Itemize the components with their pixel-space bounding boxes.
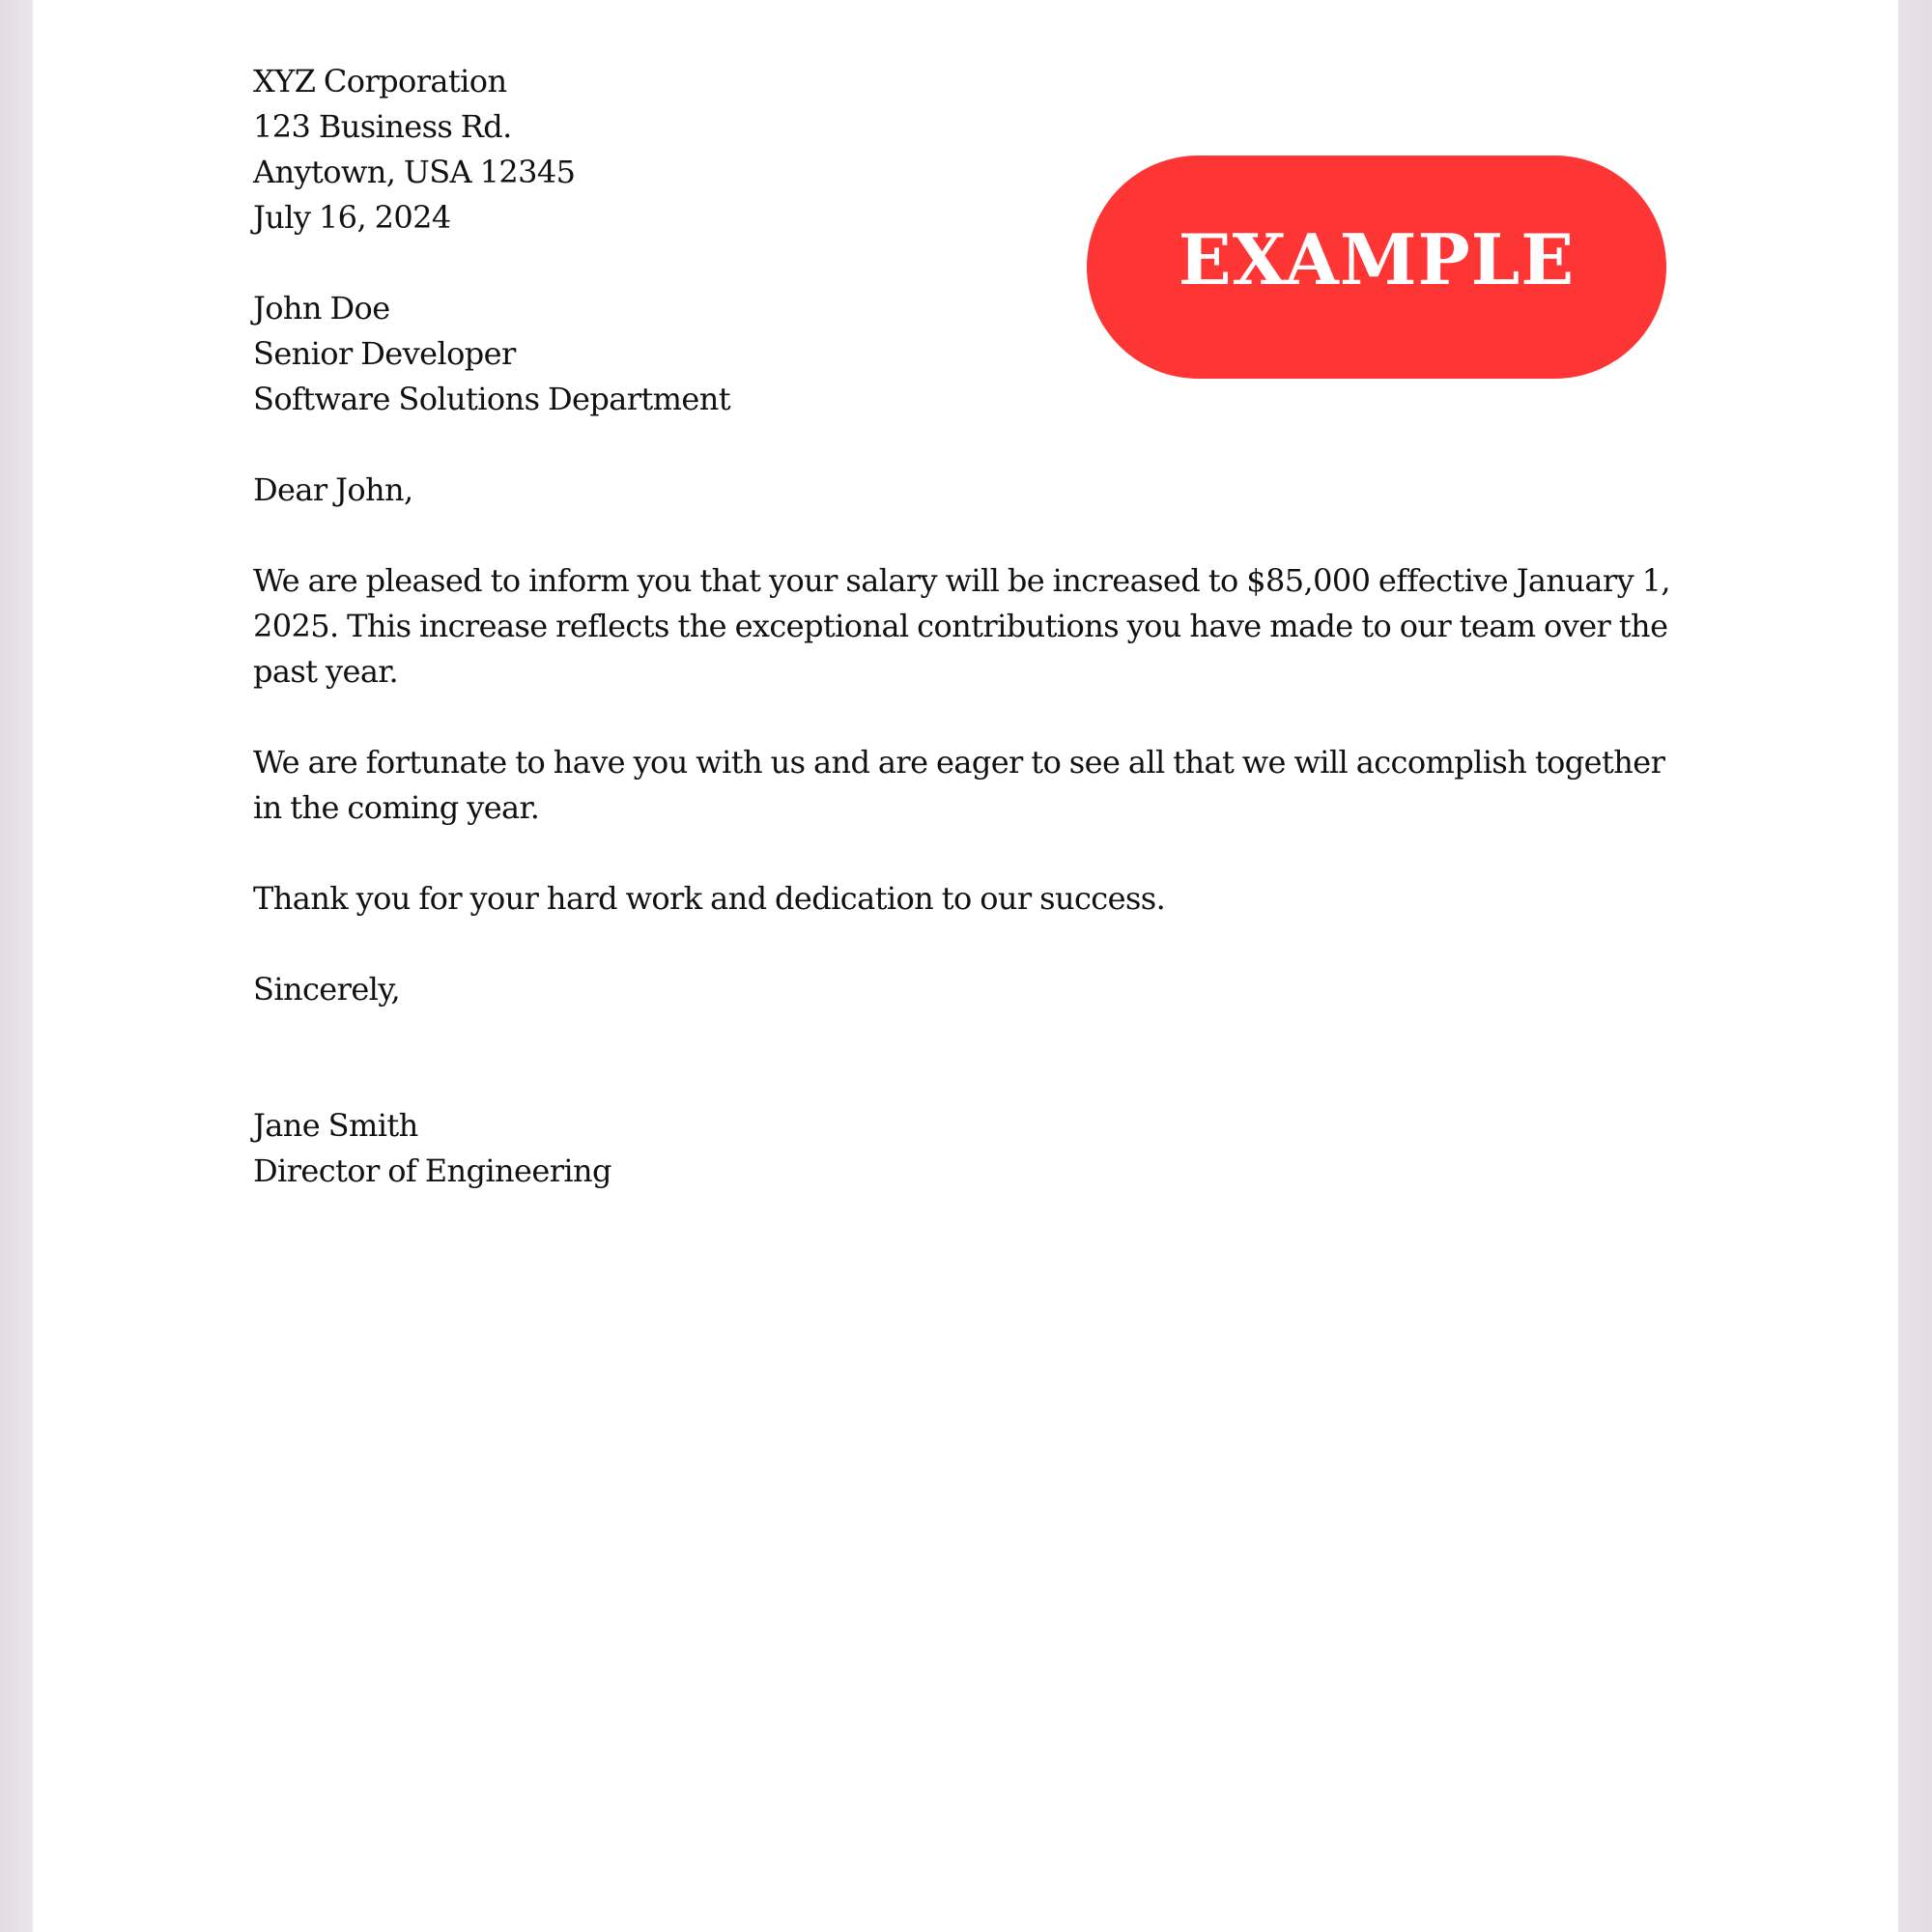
spacer bbox=[253, 922, 1721, 967]
recipient-name: John Doe bbox=[253, 290, 390, 327]
sender-city: Anytown, USA 12345 bbox=[253, 154, 576, 190]
recipient-department: Software Solutions Department bbox=[253, 381, 731, 417]
signature-name: Jane Smith bbox=[253, 1107, 418, 1144]
body-paragraph-3: Thank you for your hard work and dedication to our success. bbox=[253, 880, 1166, 917]
recipient-title: Senior Developer bbox=[253, 335, 516, 372]
letter-date: July 16, 2024 bbox=[253, 199, 451, 236]
spacer bbox=[253, 831, 1721, 876]
salutation: Dear John, bbox=[253, 471, 413, 508]
signature-space bbox=[253, 1012, 1721, 1103]
sender-company: XYZ Corporation bbox=[253, 63, 507, 99]
body-paragraph-2: We are fortunate to have you with us and are eager to see all that we will accomplish together in the coming year. bbox=[253, 744, 1665, 826]
sender-street: 123 Business Rd. bbox=[253, 108, 512, 145]
example-stamp bbox=[1087, 156, 1666, 379]
letter-page bbox=[33, 0, 1898, 1932]
spacer bbox=[253, 513, 1721, 558]
example-stamp-label: EXAMPLE bbox=[1178, 218, 1576, 300]
spacer bbox=[253, 422, 1721, 468]
spacer bbox=[253, 695, 1721, 740]
signature-title: Director of Engineering bbox=[253, 1152, 611, 1189]
body-paragraph-1: We are pleased to inform you that your salary will be increased to $85,000 effective January 1, 2025. This increase reflects the exceptional contributions you have made to our team over the past year. bbox=[253, 562, 1670, 690]
closing: Sincerely, bbox=[253, 971, 401, 1008]
